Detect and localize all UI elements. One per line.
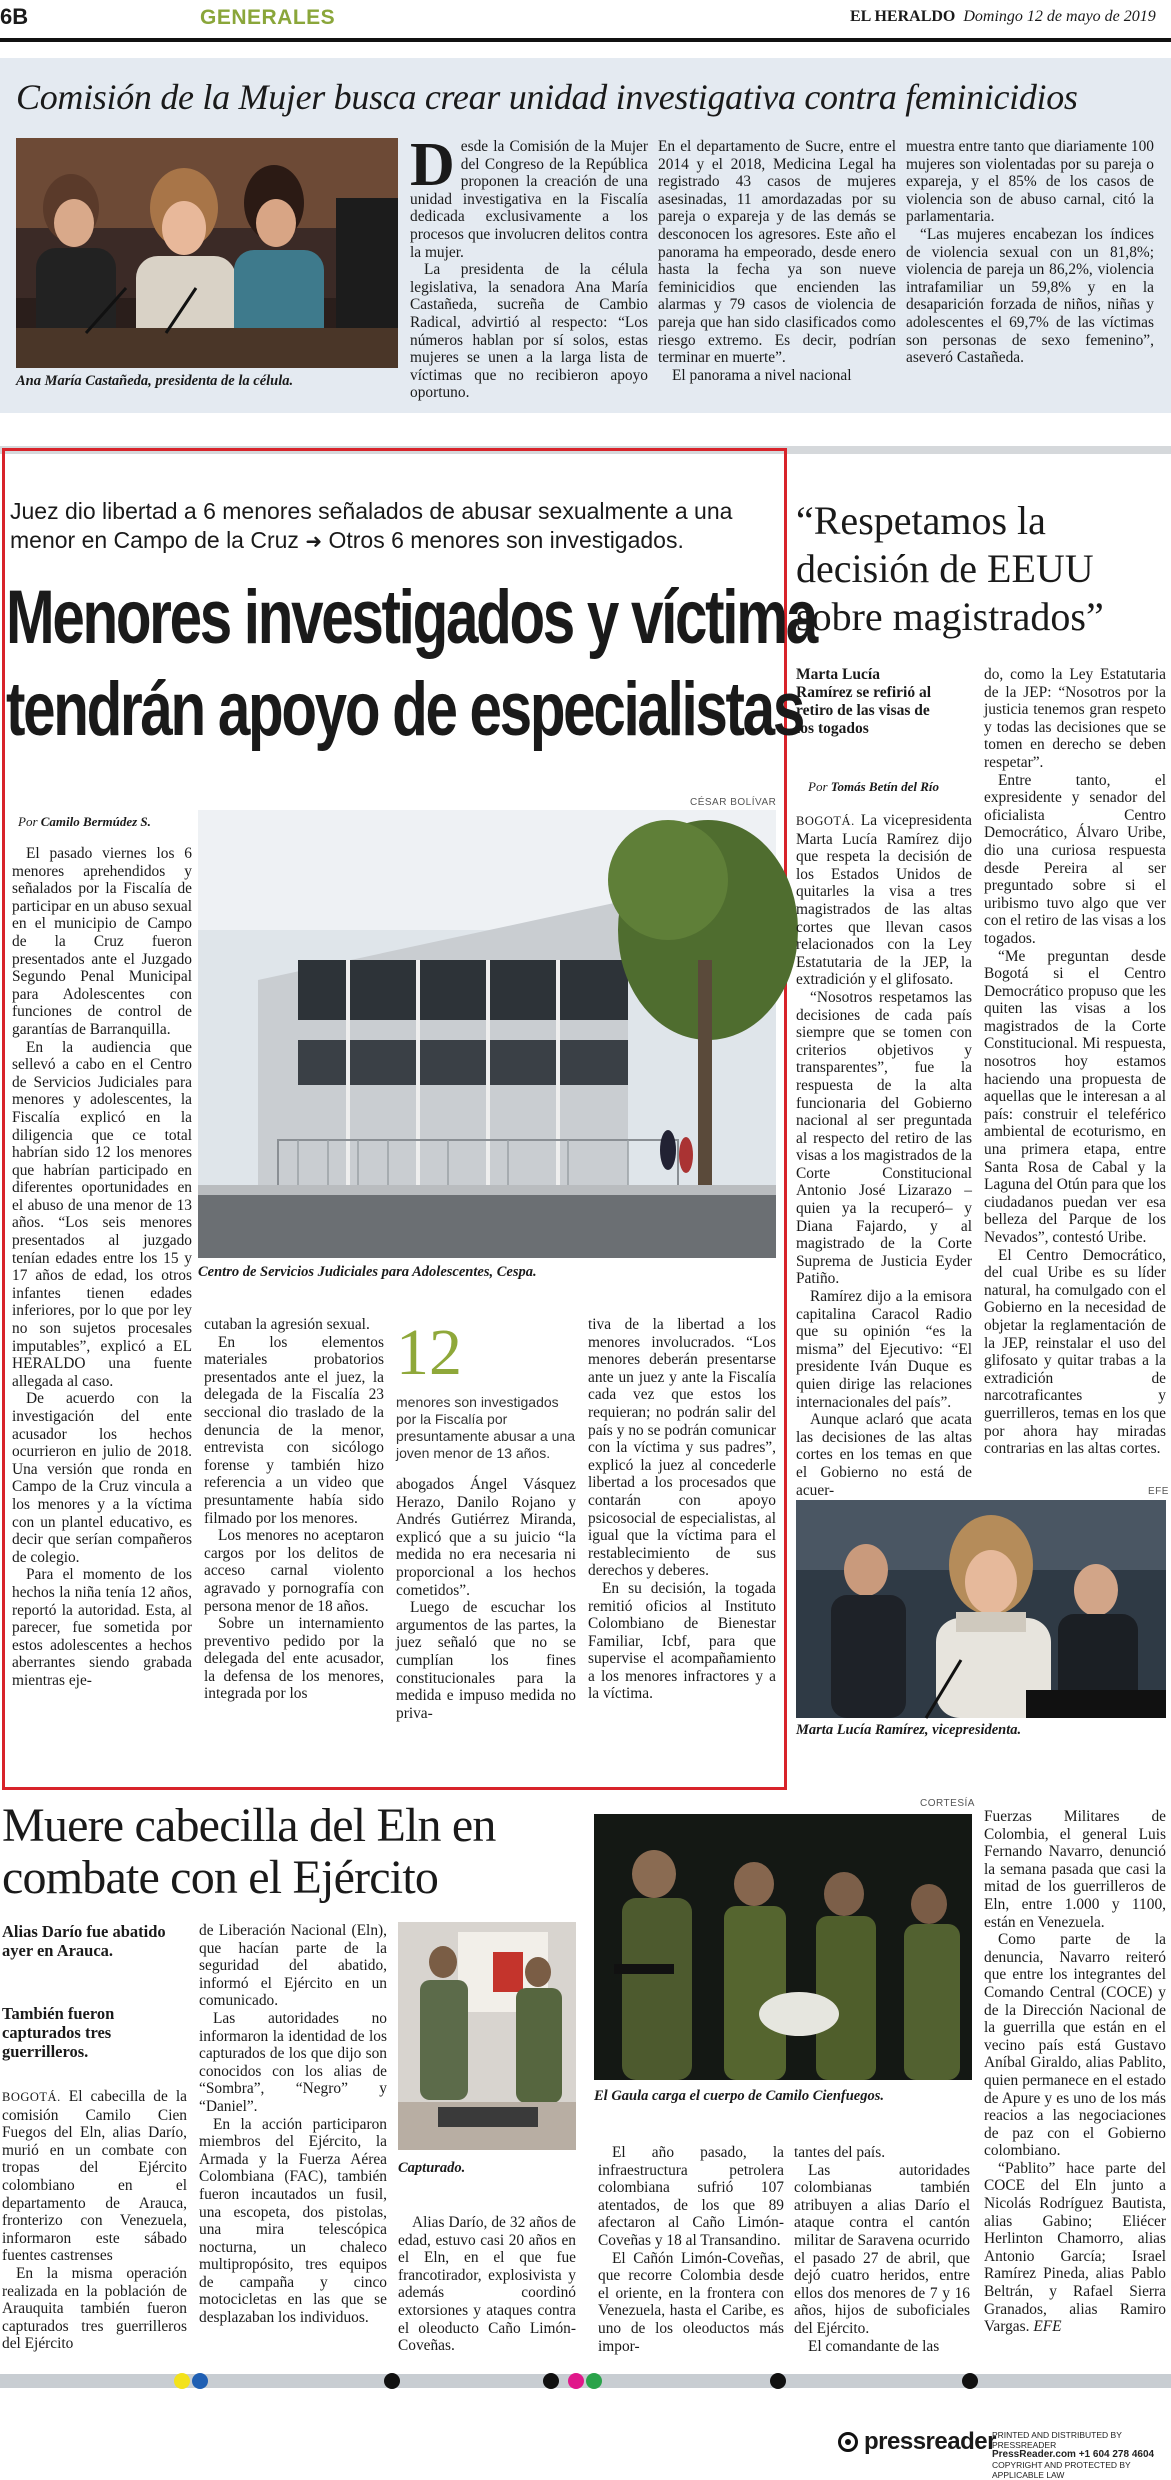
fact-text: menores son investigados por la Fiscalía por presuntamente abusar a una joven menor de 13 años. bbox=[396, 1394, 576, 1461]
section-name: GENERALES bbox=[200, 6, 336, 29]
menores-headline-line-1: Menores investigados y víctima bbox=[6, 575, 816, 660]
eln-col-3: Alias Darío, de 32 años de edad, estuvo casi 20 años en el Eln, en el que fue francotirador, explosivista y además coordinó extorsiones y ataques contra el oleoducto Caño Limón-Coveñas. bbox=[398, 2214, 576, 2355]
page-number: 6B bbox=[0, 4, 29, 29]
menores-kicker: Juez dio libertad a 6 menores señalados de abusar sexualmente a una menor en Campo de la Cruz ➜ Otros 6 menores son investigados. bbox=[10, 498, 733, 553]
eln-signature: EFE bbox=[1033, 2318, 1062, 2336]
reg-mark-blue bbox=[192, 2373, 208, 2389]
eln-deck-1: Alias Darío fue abatido ayer en Arauca. bbox=[2, 1922, 166, 1960]
feminicidios-headline: Comisión de la Mujer busca crear unidad investigativa contra feminicidios bbox=[16, 77, 1078, 117]
menores-col-4: tiva de la libertad a los menores involucrados. “Los menores deberán presentarse ante un juez y ante la Fiscalía cada vez que estos los requieran; no podrán salir del país y no se podrán comunicar con la víctima y sus padres”, explicó la juez al concederle libertad a los procesados que contarán con apoyo psicosocial de especialistas, al igual que la víctima para el restablecimiento de sus derechos y deberes. En su decisión, la togada remitió oficios al Instituto Colombiano de Bienestar Familiar, Icbf, para que supervise el acompañamiento a los menores infractores y a la víctima. bbox=[588, 1316, 776, 1703]
paper-name: EL HERALDO Domingo 12 de mayo de 2019 bbox=[850, 8, 1156, 25]
gaula-photo bbox=[594, 1814, 972, 2080]
menores-col-2: cutaban la agresión sexual. En los elementos materiales probatorios presentados ante el juez, la delegada de la Fiscalía 23 seccional dio traslado de la denuncia de la menor, entrevista con sicólogo forense y también hizo referencia a un video que presuntamente había sido filmado por los menores. Los menores no aceptaron cargos por los delitos de acceso carnal violento agravado y pornografía con persona menor de 18 años. Sobre un internamiento preventivo pedido por la delegada del ente acusador, la defensa de los menores, integrada por los bbox=[204, 1316, 384, 1703]
eln-col-2: de Liberación Nacional (Eln), que hacían parte de la seguridad del abatido, informó el Ejército en un comunicado. Las autoridades no informaron la identidad de los capturados de los que dijo son conocidos con los alias de “Sombra”, “Negro” y “Daniel”. En la acción participaron miembros del Ejército, la Armada y la Fuerza Aérea Colombiana (FAC), también fueron incautados un fusil, una escopeta, dos pistolas, una mira telescópica nocturna, un chaleco multipropósito, tres equipos de campaña y cinco motocicletas en las que se desplazaban los individuos. bbox=[199, 1922, 387, 2327]
respetamos-byline: Por Tomás Betín del Río bbox=[808, 779, 939, 794]
ramirez-photo-credit: EFE bbox=[1148, 1486, 1169, 1497]
cespa-building-photo bbox=[198, 810, 776, 1258]
reg-mark-green bbox=[586, 2373, 602, 2389]
ramirez-caption: Marta Lucía Ramírez, vicepresidenta. bbox=[796, 1722, 1022, 1738]
gaula-caption: El Gaula carga el cuerpo de Camilo Cienfuegos. bbox=[594, 2088, 884, 2104]
captured-photo bbox=[398, 1922, 576, 2150]
reg-mark-black-4 bbox=[962, 2373, 978, 2389]
respetamos-col-2: do, como la Ley Estatutaria de la JEP: “Nosotros por la justicia tenemos gran respeto y todas las decisiones que se tomen en derecho se deben respetar”. Entre tanto, el expresidente y senador del oficialista Centro Democrático, Álvaro Uribe, dio una curiosa respuesta desde Pereira al ser preguntado sobre si el uribismo tuvo algo que ver con el retiro de las visas a los togados. “Me preguntan desde Bogotá si el Centro Democrático propuso que les quiten las visas a los magistrados de la Corte Constitucional. Mi respuesta, nosotros hoy estamos haciendo una propuesta de aquellas que le interesan a al país: construir el teleférico ambiental de ecoturismo, en una primera etapa, entre Santa Rosa de Cabal y la Laguna del Otún para que los ciudadanos puedan ver esa belleza del Parque de los Nevados”, contestó Uribe. El Centro Democrático, del cual Uribe es su líder natural, ha comulgado con el Gobierno en la necesidad de objetar la reglamentación de la JEP, reinstalar el uso del glifosato y quitar trabas a la extradición de narcotraficantes y guerrilleros, temas en los que por ahora hay miradas contrarias en las altas cortes. bbox=[984, 666, 1166, 1458]
cespa-photo-credit: CÉSAR BOLÍVAR bbox=[690, 797, 777, 808]
reg-mark-black-1 bbox=[384, 2373, 400, 2389]
eln-col-1: BOGOTÁ. El cabecilla de la comisión Camilo Cien Fuegos del Eln, alias Darío, murió en un combate con tropas del Ejército colombiano en el departamento de Arauca, fronterizo con Venezuela, informaron este sábado fuentes castrenses En la misma operación realizada en la población de Arauquita también fueron capturados tres guerrilleros del Ejército bbox=[2, 2088, 187, 2353]
menores-col-3: abogados Ángel Vásquez Herazo, Danilo Rojano y Andrés Gutiérrez Miranda, explicó que a su juicio “la medida no era necesaria ni proporcional a los hechos cometidos”. Luego de escuchar los argumentos de las partes, la juez señaló que no se cumplían los fines constitucionales para la medida e impuso medida no priva- bbox=[396, 1476, 576, 1722]
pressreader-logo: pressreader bbox=[838, 2428, 996, 2456]
feminicidios-col-3: muestra entre tanto que diariamente 100 mujeres son violentadas por su pareja o expareja, y el 85% de los casos de violencia son de abuso carnal, citó la parlamentaria. “Las mujeres encabezan los índices de violencia sexual con un 81,8%; violencia de pareja un 86,2%, violencia intrafamiliar un 59,8% y en la desaparición forzada de niños, niñas y adolescentes el 69,7% de las víctimas son personas de sexo femenino”, aseveró Castañeda. bbox=[906, 138, 1154, 367]
eln-headline: Muere cabecilla del Eln en combate con el Ejército bbox=[2, 1799, 496, 1904]
gaula-photo-credit: CORTESÍA bbox=[920, 1798, 975, 1809]
respetamos-headline: “Respetamos la decisión de EEUU sobre magistrados” bbox=[796, 498, 1104, 639]
arrow-icon: ➜ bbox=[305, 531, 323, 553]
pressreader-icon bbox=[838, 2432, 858, 2452]
menores-col-1: El pasado viernes los 6 menores aprehendidos y señalados por la Fiscalía de participar en un abuso sexual en el municipio de Campo de la Cruz fueron presentados ante el Juzgado Segundo Penal Municipal para Adolescentes con funciones de control de garantías de Barranquilla. En la audiencia que sellevó a cabo en el Centro de Servicios Judiciales para menores y adolescentes, la Fiscalía explicó en la diligencia que ce total habrían sido 12 los menores que habrían participado en diferentes oportunidades en el abuso de una menor de 13 años. “Los seis menores presentados al juzgado tenían edades entre los 15 y 17 años de edad, los otros infantes tienen edades inferiores, por lo que por ley no son sujetos procesales imputables”, explicó a EL HERALDO una fuente allegada al caso. De acuerdo con la investigación del ente acusador los hechos ocurrieron en julio de 2018. Una versión que ronda en Campo de la Cruz vincula a los menores y a la víctima con un plantel educativo, es decir que serían compañeros de colegio. Para el momento de los hechos la niña tenía 12 años, reportó la autoridad. Esta, al parecer, fue sometida por estos adolescentes a hechos aberrantes siendo grabada mientras eje- bbox=[12, 845, 192, 1689]
eln-col-5: tantes del país. Las autoridades colombianas también atribuyen a alias Darío el ataque contra el cantón militar de Saravena ocurrido el pasado 27 de abril, que dejó cuatro heridos, entre ellos dos menores de 7 y 16 años, hijos de suboficiales del Ejército. El comandante de las bbox=[794, 2144, 970, 2355]
reg-mark-black-3 bbox=[770, 2373, 786, 2389]
pressreader-info: PRINTED AND DISTRIBUTED BY PRESSREADER PressReader.com +1 604 278 4604 COPYRIGHT AND PROTECTED BY APPLICABLE LAW bbox=[992, 2430, 1155, 2480]
eln-col-6: Fuerzas Militares de Colombia, el general Luis Fernando Navarro, denunció la semana pasada que casi la mitad de los guerrilleros de Eln, entre 1.000 y 1100, están en Venezuela. Como parte de la denuncia, Navarro reiteró que entre los integrantes del Comando Central (COCE) y de la Dirección Nacional de la guerrilla que están en el vecino país está Gustavo Aníbal Giraldo, alias Pablito, quien permanece en el estado de Apure y es uno de los más reacios a las negociaciones de paz con el Gobierno colombiano. “Pablito” hace parte del COCE del Eln junto a Nicolás Rodríguez Bautista, alias Gabino; Eliécer Herlinton Chamorro, alias Antonio García; Israel Ramírez Pineda, alias Pablo Beltrán, y Rafael Sierra Granados, alias Ramiro Vargas. EFE bbox=[984, 1808, 1166, 2336]
reg-mark-yellow bbox=[174, 2373, 190, 2389]
respetamos-dateline: BOGOTÁ. bbox=[796, 814, 855, 828]
header-rule bbox=[0, 38, 1171, 42]
fact-number: 12 bbox=[396, 1316, 462, 1389]
captured-caption: Capturado. bbox=[398, 2160, 466, 2176]
respetamos-deck: Marta Lucía Ramírez se refirió al retiro de las visas de los togados bbox=[796, 666, 931, 737]
menores-headline-line-2: tendrán apoyo de especialistas bbox=[6, 667, 804, 752]
fact-box bbox=[396, 1318, 576, 1462]
eln-col-4: El año pasado, la infraestructura petrolera colombiana sufrió 107 atentados, de los que 89 afectaron al Caño Limón-Coveñas y 18 al Transandino. El Cañón Limón-Coveñas, que recorre Colombia desde el oriente, en la frontera con Venezuela, hasta el Caribe, es uno de los oleoductos más impor- bbox=[598, 2144, 784, 2355]
reg-mark-black-2 bbox=[543, 2373, 559, 2389]
cespa-caption: Centro de Servicios Judiciales para Adolescentes, Cespa. bbox=[198, 1264, 537, 1280]
respetamos-col-1: BOGOTÁ. La vicepresidenta Marta Lucía Ramírez dijo que respeta la decisión de los Estados Unidos de quitarles la visa a tres magistrados de las altas cortes que llevan casos relacionados con la Ley Estatutaria de la JEP, la extradición y el glifosato. “Nosotros respetamos las decisiones de cada país siempre que se tomen con criterios objetivos y transparentes”, fue la respuesta de la alta funcionaria del Gobierno nacional al ser preguntada al respecto del retiro de las visas a los magistrados de la Corte Constitucional Antonio José Lizarazo –quien ya la recuperó– y Diana Fajardo, y al magistrado de la Corte Suprema de Justicia Eyder Patiño. Ramírez dijo a la emisora capitalina Caracol Radio que su opinión “es la misma” del Ejecutivo: “El presidente Iván Duque es quien dirige las relaciones internacionales del país”. Aunque aclaró que acata las decisiones de las altas cortes en los temas en que el Gobierno no está de acuer- bbox=[796, 812, 972, 1499]
reg-mark-magenta bbox=[568, 2373, 584, 2389]
eln-deck-2: También fueron capturados tres guerrilleros. bbox=[2, 2004, 115, 2061]
dropcap-letter: D bbox=[410, 131, 455, 199]
registration-marks bbox=[0, 2370, 1171, 2392]
menores-byline: Por Camilo Bermúdez S. bbox=[18, 814, 151, 829]
senators-photo bbox=[16, 138, 398, 368]
feminicidios-col-1: Desde la Comisión de la Mujer del Congreso de la República proponen la creación de una unidad investigativa en la Fiscalía dedicada exclusivamente a los procesos que involucren delitos contra la mujer. La presidenta de la célula legislativa, la senadora Ana María Castañeda, sucreña de Cambio Radical, advirtió al respecto: “Los números hablan por sí solos, estas mujeres se unen a la larga lista de víctimas que no recibieron apoyo oportuno. bbox=[410, 131, 648, 402]
feminicidios-col-2: En el departamento de Sucre, entre el 2014 y el 2018, Medicina Legal ha registrado 43 casos de mujeres asesinadas, 11 amordazadas por su pareja o expareja y de las demás se desconocen los agresores. Este año el panorama ha empeorado, desde enero hasta la fecha ya son nueve feminicidios que encienden las alarmas y 79 casos de violencia de pareja que han sido clasificados como riesgo extremo. Es decir, podrían terminar en muerte”. El panorama a nivel nacional bbox=[658, 138, 896, 384]
ramirez-photo bbox=[796, 1500, 1166, 1718]
eln-dateline: BOGOTÁ. bbox=[2, 2090, 61, 2104]
senators-caption: Ana María Castañeda, presidenta de la célula. bbox=[16, 373, 294, 389]
